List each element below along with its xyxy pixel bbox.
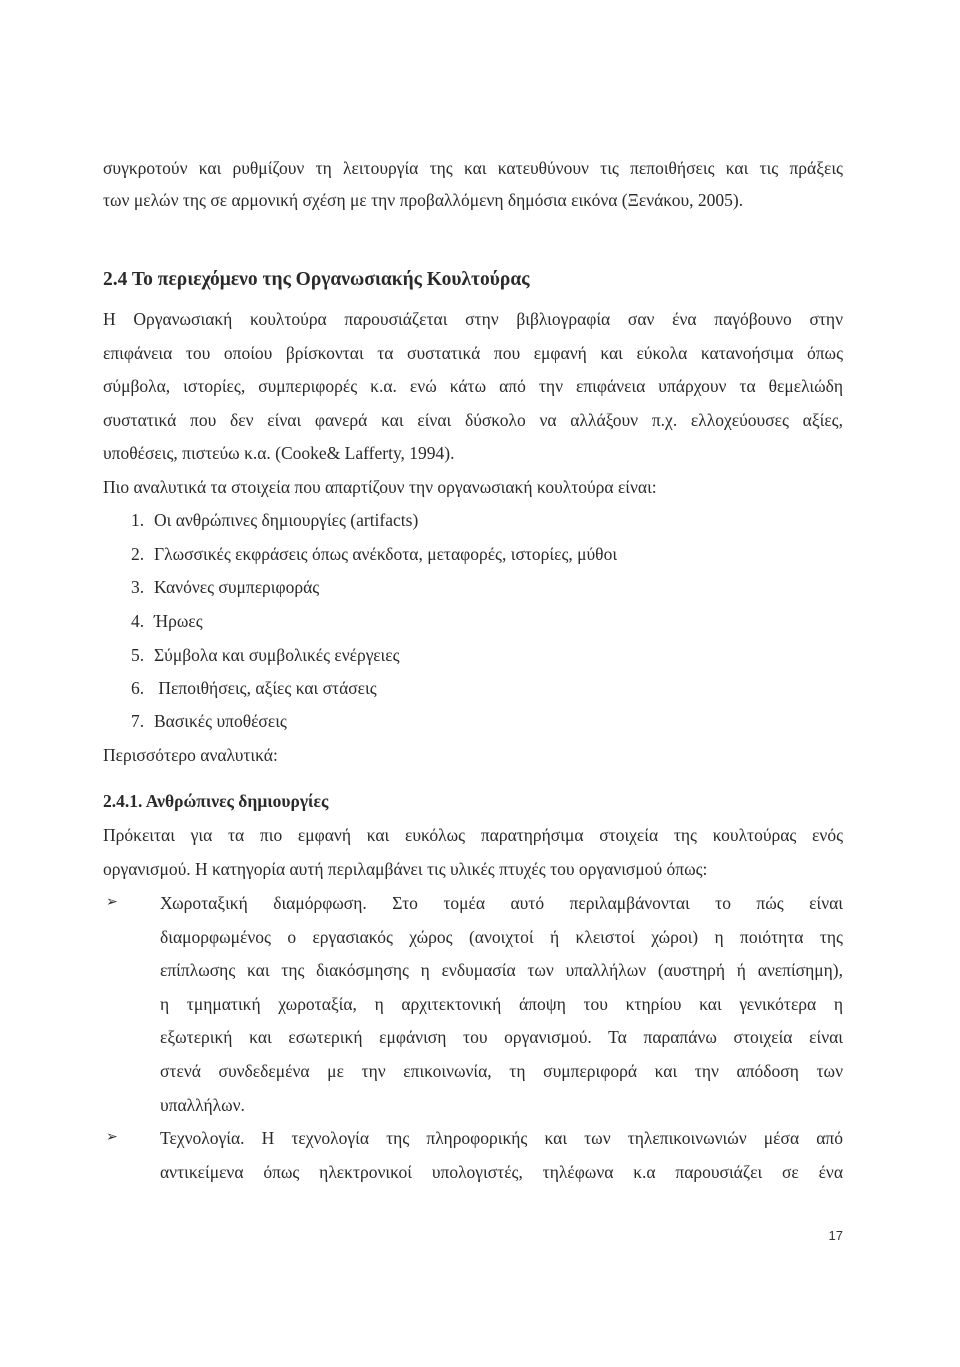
list-intro: Πιο αναλυτικά τα στοιχεία που απαρτίζουν την οργανωσιακή κουλτούρα είναι: xyxy=(103,477,657,497)
paragraph-1-line-2: επιφάνεια του οποίου βρίσκονται τα συστατικά που εμφανή και εύκολα κατανοήσιμα όπως xyxy=(103,343,843,363)
bullet-1-line-3: επίπλωσης και της διακόσμησης η ενδυμασία των υπαλλήλων (αυστηρή ή ανεπίσημη), xyxy=(160,960,843,980)
bullet-1-line-6: στενά συνδεδεμένα με την επικοινωνία, τη συμπεριφορά και την απόδοση των xyxy=(160,1061,843,1081)
intro-line-2: των μελών της σε αρμονική σχέση με την προβαλλόμενη δημόσια εικόνα (Ξενάκου, 2005). xyxy=(103,190,744,210)
list-item xyxy=(131,676,843,700)
more-detail-label: Περισσότερο αναλυτικά: xyxy=(103,745,278,765)
paragraph-2-line-1: Πρόκειται για τα πιο εμφανή και ευκόλως παρατηρήσιμα στοιχεία της κουλτούρας ενός xyxy=(103,825,843,845)
bullet-1-line-7: υπαλλήλων. xyxy=(160,1095,245,1115)
list-text: Πεποιθήσεις, αξίες και στάσεις xyxy=(154,678,377,698)
paragraph-1-line-5: υποθέσεις, πιστεύω κ.α. (Cooke& Lafferty, 1994). xyxy=(103,443,455,463)
list-text: Κανόνες συμπεριφοράς xyxy=(154,577,320,597)
list-text: Ήρωες xyxy=(154,611,203,631)
list-item xyxy=(131,709,843,733)
paragraph-1-line-1: Η Οργανωσιακή κουλτούρα παρουσιάζεται στην βιβλιογραφία σαν ένα παγόβουνο στην xyxy=(103,309,843,329)
paragraph-1-line-3: σύμβολα, ιστορίες, συμπεριφορές κ.α. ενώ κάτω από την επιφάνεια υπάρχουν τα θεμελιώδη xyxy=(103,376,843,396)
bullet-1-line-1: Χωροταξική διαμόρφωση. Στο τομέα αυτό περιλαμβάνονται το πώς είναι xyxy=(160,893,843,913)
bullet-2-line-2: αντικείμενα όπως ηλεκτρονικοί υπολογιστές, τηλέφωνα κ.α παρουσιάζει σε ένα xyxy=(160,1162,843,1182)
paragraph-2-line-2: οργανισμού. Η κατηγορία αυτή περιλαμβάνει τις υλικές πτυχές του οργανισμού όπως: xyxy=(103,859,708,879)
page-number: 17 xyxy=(828,1228,843,1243)
section-heading: 2.4 Το περιεχόμενο της Οργανωσιακής Κουλτούρας xyxy=(103,269,530,290)
bullet-1-line-2: διαμορφωμένος ο εργασιακός χώρος (ανοιχτοί ή κλειστοί χώροι) η ποιότητα της xyxy=(160,927,843,947)
list-number: 5. xyxy=(131,645,145,665)
bullet-arrow-icon: ➢ xyxy=(106,895,118,910)
intro-line-1: συγκροτούν και ρυθμίζουν τη λειτουργία της και κατευθύνουν τις πεποιθήσεις και τις πράξεις xyxy=(103,158,843,178)
list-number: 3. xyxy=(131,577,145,597)
list-number: 4. xyxy=(131,611,145,631)
bullet-1-line-4: η τμηματική χωροταξία, η αρχιτεκτονική άποψη του κτηρίου και γενικότερα η xyxy=(160,994,843,1014)
list-item xyxy=(131,643,843,667)
subsection-heading: 2.4.1. Ανθρώπινες δημιουργίες xyxy=(103,791,329,811)
list-number: 1. xyxy=(131,510,145,530)
list-text: Γλωσσικές εκφράσεις όπως ανέκδοτα, μεταφορές, ιστορίες, μύθοι xyxy=(154,544,618,564)
list-text: Οι ανθρώπινες δημιουργίες (artifacts) xyxy=(154,510,419,530)
list-item xyxy=(131,609,843,633)
list-text: Σύμβολα και συμβολικές ενέργειες xyxy=(154,645,400,665)
bullet-1-line-5: εξωτερική και εσωτερική εμφάνιση του οργανισμού. Τα παραπάνω στοιχεία είναι xyxy=(160,1027,843,1047)
bullet-2-line-1: Τεχνολογία. Η τεχνολογία της πληροφορικής και των τηλεπικοινωνιών μέσα από xyxy=(160,1128,843,1148)
paragraph-1-line-4: συστατικά που δεν είναι φανερά και είναι δύσκολο να αλλάξουν π.χ. ελλοχεύουσες αξίες, xyxy=(103,410,843,430)
list-item xyxy=(131,575,843,599)
list-text: Βασικές υποθέσεις xyxy=(154,711,287,731)
bullet-arrow-icon: ➢ xyxy=(106,1130,118,1145)
list-number: 7. xyxy=(131,711,145,731)
list-item xyxy=(131,508,843,532)
list-number: 6. xyxy=(131,678,145,698)
list-number: 2. xyxy=(131,544,145,564)
list-item xyxy=(131,542,843,566)
